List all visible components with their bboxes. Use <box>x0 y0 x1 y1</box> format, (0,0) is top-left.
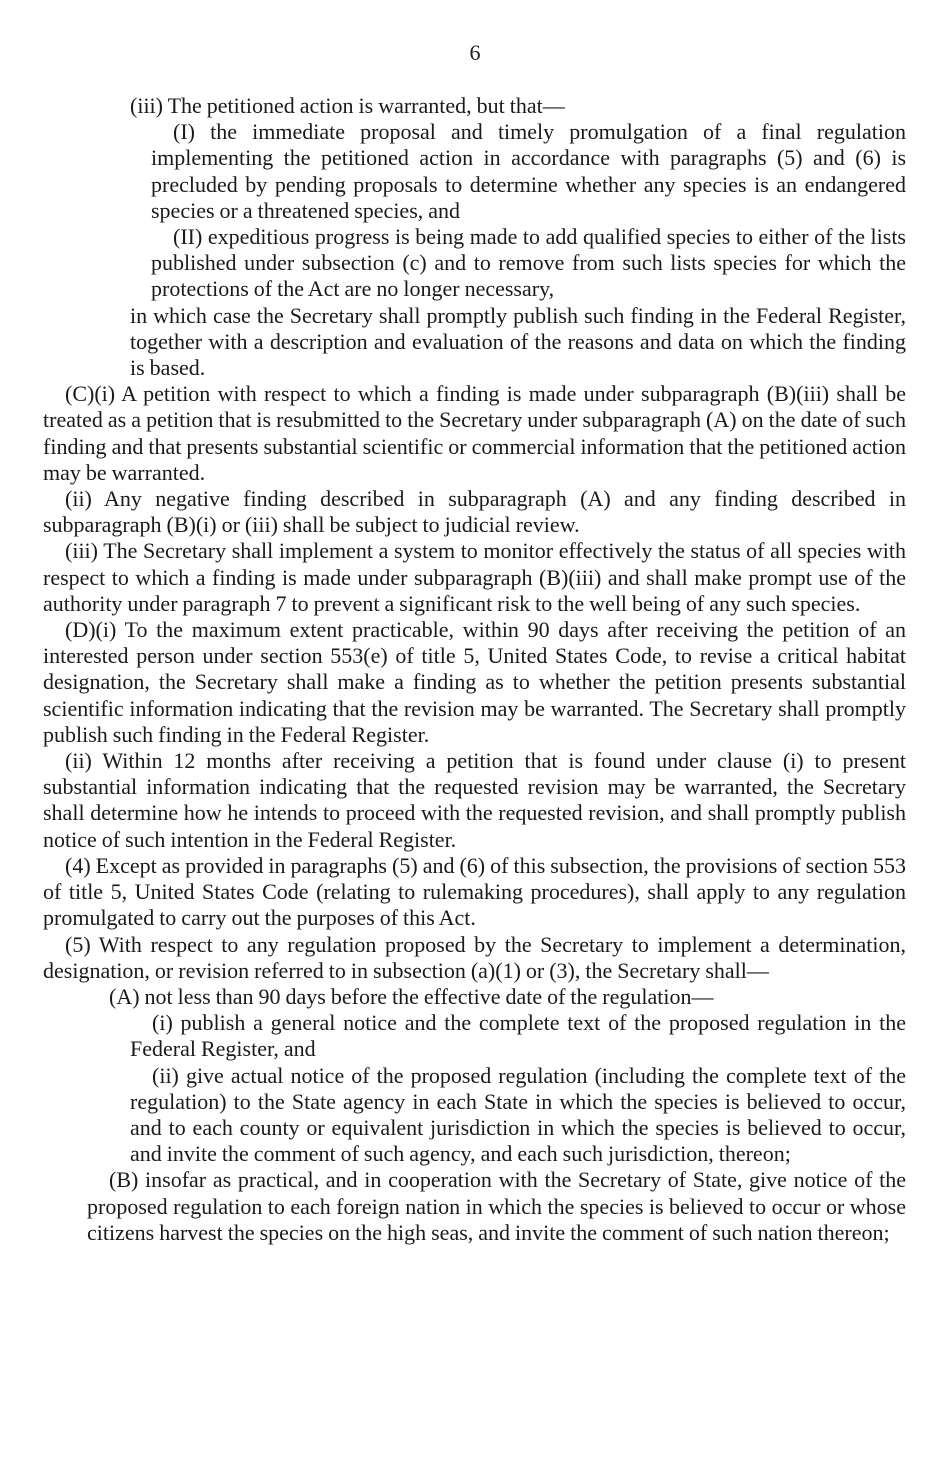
document-body <box>43 93 906 1246</box>
paragraph-5: (5) With respect to any regulation proposed by the Secretary to implement a determination, designation, or revision referred to in subsection (a)(1) or (3), the Secretary shall— <box>43 931 906 983</box>
subparagraph-C-i: (C)(i) A petition with respect to which a finding is made under subparagraph (B)(iii) shall be treated as a petition that is resubmitted to the Secretary under subparagraph (A) on the date of such finding and that presents substantial scientific or commercial information that the petitioned action may be warranted. <box>43 381 906 485</box>
page-number: 6 <box>469 40 481 65</box>
subparagraph-C-iii: (iii) The Secretary shall implement a system to monitor effectively the status of all species with respect to which a finding is made under subparagraph (B)(iii) and shall make prompt use of the authority under paragraph 7 to prevent a significant risk to the well being of any such species. <box>43 538 906 616</box>
paragraph-5-B: (B) insofar as practical, and in cooperation with the Secretary of State, give notice of the proposed regulation to each foreign nation in which the species is believed to occur or whose citizens harvest the species on the high seas, and invite the comment of such nation thereon; <box>87 1167 906 1245</box>
subparagraph-D-ii: (ii) Within 12 months after receiving a petition that is found under clause (i) to present substantial information indicating that the requested revision may be warranted, the Secretary shall determine how he intends to proceed with the requested revision, and shall promptly publish notice of such intention in the Federal Register. <box>43 748 906 852</box>
paragraph-5-A-i: (i) publish a general notice and the complete text of the proposed regulation in the Federal Register, and <box>130 1010 906 1062</box>
subclause-II-expeditious-progress: (II) expeditious progress is being made to add qualified species to either of the lists published under subsection (c) and to remove from such lists species for which the protections of the Act are no longer necessary, <box>151 224 906 302</box>
subparagraph-D-i: (D)(i) To the maximum extent practicable, within 90 days after receiving the petition of an interested person under section 553(e) of title 5, United States Code, to revise a critical habitat designation, the Secretary shall make a finding as to whether the petition presents substantial scientific information indicating that the revision may be warranted. The Secretary shall promptly publish such finding in the Federal Register. <box>43 617 906 747</box>
clause-iii-petitioned-action: (iii) The petitioned action is warranted, but that— <box>130 93 565 118</box>
paragraph-5-A: (A) not less than 90 days before the effective date of the regulation— <box>109 983 714 1009</box>
continuation-in-which-case: in which case the Secretary shall promptly publish such finding in the Federal Register, together with a description and evaluation of the reasons and data on which the finding is based. <box>130 302 906 381</box>
paragraph-4: (4) Except as provided in paragraphs (5) and (6) of this subsection, the provisions of section 553 of title 5, United States Code (relating to rulemaking procedures), shall apply to any regulation promulgated to carry out the purposes of this Act. <box>43 852 906 931</box>
paragraph-5-A-ii: (ii) give actual notice of the proposed regulation (including the complete text of the regulation) to the State agency in each State in which the species is believed to occur, and to each county or equivalent jurisdiction in which the species is believed to occur, and invite the comment of such agency, and each such jurisdiction, thereon; <box>130 1062 906 1167</box>
subparagraph-C-ii: (ii) Any negative finding described in subparagraph (A) and any finding described in subparagraph (B)(i) or (iii) shall be subject to judicial review. <box>43 486 906 538</box>
subclause-I-immediate-proposal: (I) the immediate proposal and timely promulgation of a final regulation implementing the petitioned action in accordance with paragraphs (5) and (6) is precluded by pending proposals to determine whether any species is an endangered species or a threatened species, and <box>151 119 906 223</box>
